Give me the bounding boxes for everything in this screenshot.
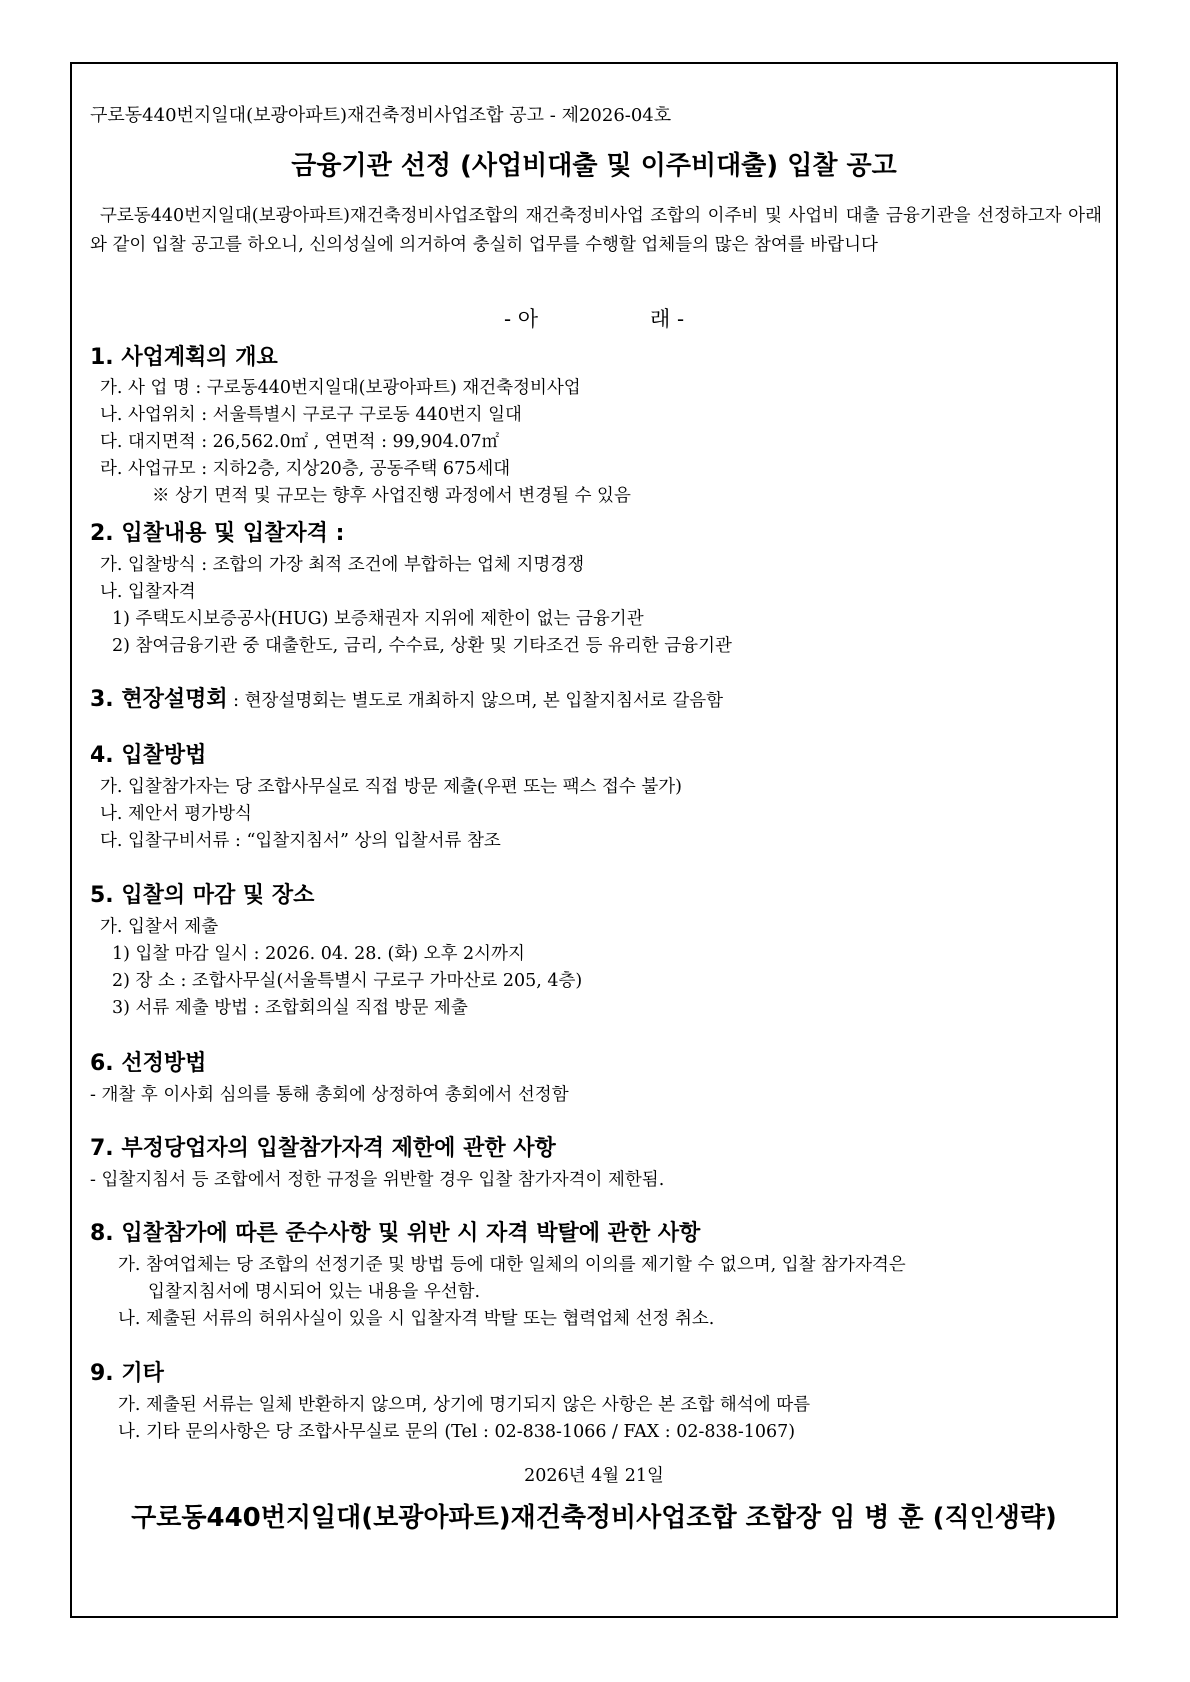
notice-number: 구로동440번지일대(보광아파트)재건축정비사업조합 공고 - 제2026-04호: [90, 105, 672, 126]
section-8-title: 8. 입찰참가에 따른 준수사항 및 위반 시 자격 박탈에 관한 사항: [90, 1221, 701, 1246]
s7-text: - 입찰지침서 등 조합에서 정한 규정을 위반할 경우 입찰 참가자격이 제한됨.: [90, 1170, 665, 1190]
s5-subitem: 1) 입찰 마감 일시 : 2026. 04. 28. (화) 오후 2시까지: [112, 944, 525, 964]
section-6-title: 6. 선정방법: [90, 1051, 207, 1076]
intro-paragraph: 구로동440번지일대(보광아파트)재건축정비사업조합의 재건축정비사업 조합의 이주비 및 사업비 대출 금융기관을 선정하고자 아래와 같이 입찰 공고를 하오니, 신의성실에 의거하여 충실히 업무를 수행할 업체들의 많은 참여를 바랍니다: [90, 206, 1102, 255]
s4-item: 가. 입찰참가자는 당 조합사무실로 직접 방문 제출(우편 또는 팩스 접수 불가): [100, 777, 682, 797]
section-5-title: 5. 입찰의 마감 및 장소: [90, 883, 315, 908]
signature-line: 구로동440번지일대(보광아파트)재건축정비사업조합 조합장 임 병 훈 (직인생략): [131, 1503, 1057, 1533]
s5-subitem: 3) 서류 제출 방법 : 조합회의실 직접 방문 제출: [112, 998, 468, 1018]
s8-item-a-cont: 입찰지침서에 명시되어 있는 내용을 우선함.: [148, 1282, 481, 1302]
s1-item: 다. 대지면적 : 26,562.0㎡ , 연면적 : 99,904.07㎡: [100, 432, 500, 452]
s2-subitem: 1) 주택도시보증공사(HUG) 보증채권자 지위에 제한이 없는 금융기관: [112, 609, 644, 629]
s5-subitem: 2) 장 소 : 조합사무실(서울특별시 구로구 가마산로 205, 4층): [112, 971, 583, 991]
section-9-title: 9. 기타: [90, 1361, 164, 1386]
below-heading-right: 래 -: [650, 307, 685, 331]
s9-item: 가. 제출된 서류는 일체 반환하지 않으며, 상기에 명기되지 않은 사항은 본 조합 해석에 따름: [118, 1395, 811, 1415]
s9-item: 나. 기타 문의사항은 당 조합사무실로 문의 (Tel : 02-838-1066 / FAX : 02-838-1067): [118, 1422, 796, 1442]
s4-item: 다. 입찰구비서류 : “입찰지침서” 상의 입찰서류 참조: [100, 831, 501, 851]
s8-item-a: 가. 참여업체는 당 조합의 선정기준 및 방법 등에 대한 일체의 이의를 제기할 수 없으며, 입찰 참가자격은: [118, 1255, 906, 1275]
below-heading-left: - 아: [503, 307, 538, 331]
notice-date: 2026년 4월 21일: [524, 1466, 664, 1486]
s2-item: 나. 입찰자격: [100, 582, 196, 602]
section-7-title: 7. 부정당업자의 입찰참가자격 제한에 관한 사항: [90, 1136, 556, 1161]
s1-item: 가. 사 업 명 : 구로동440번지일대(보광아파트) 재건축정비사업: [100, 378, 581, 398]
notice-title: 금융기관 선정 (사업비대출 및 이주비대출) 입찰 공고: [291, 151, 897, 181]
section-3-text: : 현장설명회는 별도로 개최하지 않으며, 본 입찰지침서로 갈음함: [227, 691, 724, 711]
s1-item: 라. 사업규모 : 지하2층, 지상20층, 공동주택 675세대: [100, 459, 511, 479]
section-2-title: 2. 입찰내용 및 입찰자격 :: [90, 521, 345, 546]
section-4-title: 4. 입찰방법: [90, 743, 207, 768]
section-3-heading: 3. 현장설명회: [90, 687, 228, 712]
s1-item: 나. 사업위치 : 서울특별시 구로구 구로동 440번지 일대: [100, 405, 522, 425]
s6-text: - 개찰 후 이사회 심의를 통해 총회에 상정하여 총회에서 선정함: [90, 1085, 569, 1105]
notice-frame: [70, 62, 1118, 1618]
s4-item: 나. 제안서 평가방식: [100, 804, 252, 824]
below-heading: [72, 308, 1116, 331]
section-3-title: [90, 688, 723, 712]
s2-item: 가. 입찰방식 : 조합의 가장 최적 조건에 부합하는 업체 지명경쟁: [100, 555, 585, 575]
s5-item: 가. 입찰서 제출: [100, 917, 219, 937]
section-1-title: 1. 사업계획의 개요: [90, 345, 278, 370]
s1-note: ※ 상기 면적 및 규모는 향후 사업진행 과정에서 변경될 수 있음: [152, 486, 631, 506]
s2-subitem: 2) 참여금융기관 중 대출한도, 금리, 수수료, 상환 및 기타조건 등 유리한 금융기관: [112, 636, 732, 656]
s8-item-b: 나. 제출된 서류의 허위사실이 있을 시 입찰자격 박탈 또는 협력업체 선정 취소.: [118, 1309, 715, 1329]
